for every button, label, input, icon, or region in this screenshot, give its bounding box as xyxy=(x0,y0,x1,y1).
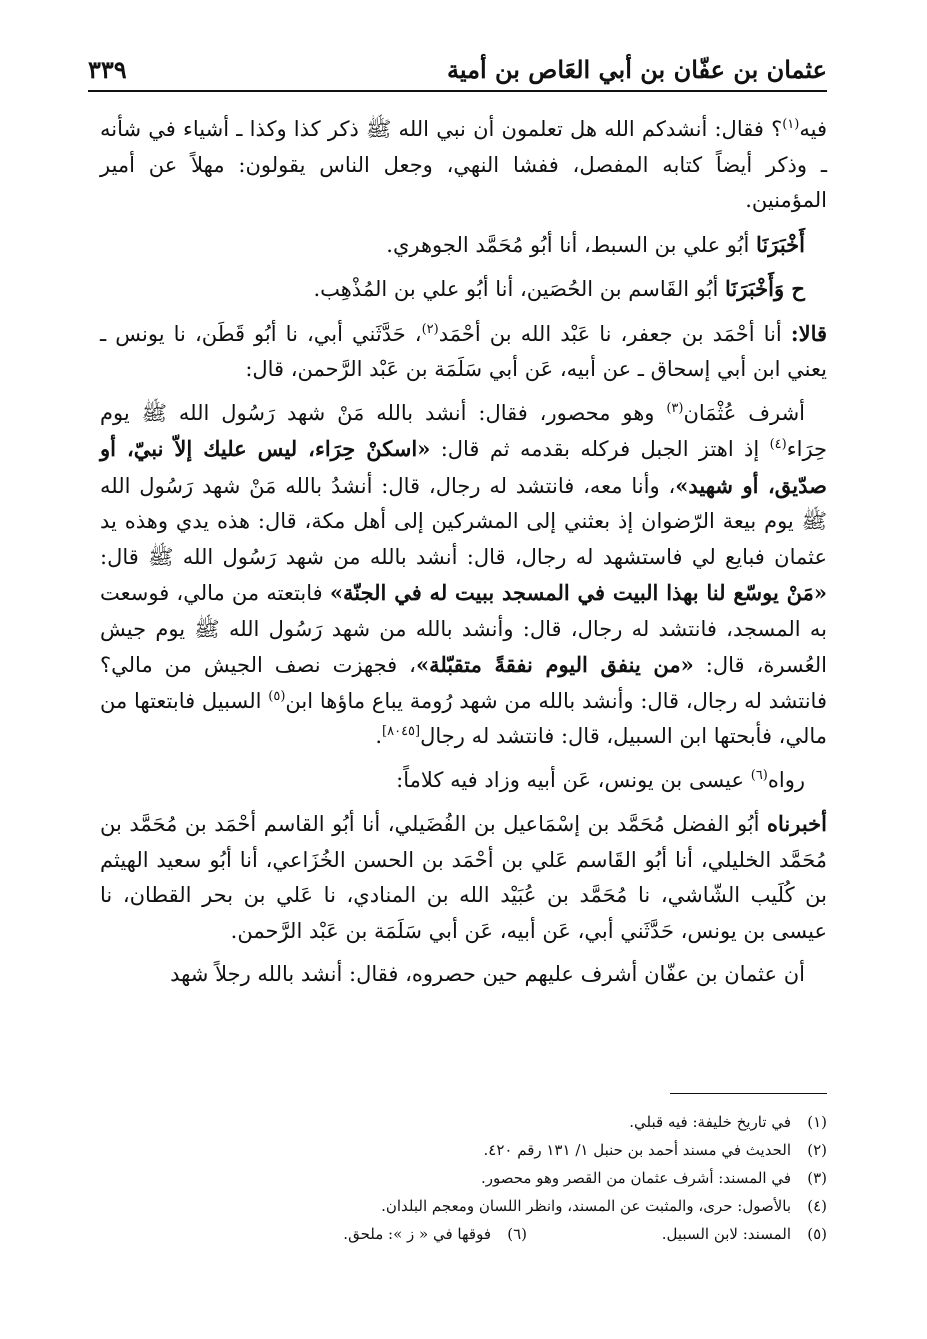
main-text xyxy=(100,112,827,1001)
header-rule xyxy=(88,90,827,92)
footnote-6 xyxy=(343,1220,527,1248)
footnote-marker: (١) xyxy=(782,117,800,132)
footnote-1 xyxy=(100,1108,827,1136)
footnote-text: فوقها في « ز »: ملحق. xyxy=(343,1225,491,1243)
footnote-number: (٤) xyxy=(807,1197,827,1215)
footnote-row xyxy=(100,1220,827,1248)
footnote-2 xyxy=(100,1136,827,1164)
paragraph-6: رواه$^{(٦)}$ عيسى بن يونس، عَن أبيه وزاد فيه كلاماً: xyxy=(396,767,805,792)
footnotes xyxy=(100,1108,827,1248)
running-title: عثمان بن عفّان بن أبي العَاص بن أمية xyxy=(447,54,827,84)
bold-text: «اسكنْ حِرَاء، ليس عليك إلاّ نبيّ، أو صدّيق، أو شهيد» xyxy=(100,436,827,498)
footnote-marker: (٣) xyxy=(666,400,684,416)
footnote-number: (٢) xyxy=(807,1141,827,1159)
footnote-marker: (٦) xyxy=(750,767,768,783)
footnote-text: في تاريخ خليفة: فيه قبلي. xyxy=(629,1113,791,1131)
footnote-marker: [٨٠٤٥] xyxy=(382,724,421,739)
footnote-text: المسند: لابن السبيل. xyxy=(661,1225,791,1243)
footnote-rule xyxy=(670,1093,827,1094)
footnote-3 xyxy=(100,1164,827,1192)
page-number: ٣٣٩ xyxy=(88,54,127,84)
bold-text: أَخْبَرَنَا xyxy=(756,231,805,257)
footnote-text: بالأصول: حرى، والمثبت عن المسند، وانظر اللسان ومعجم البلدان. xyxy=(381,1197,791,1215)
paragraph-3: ح وَأَخْبَرَنَا أبُو القَاسم بن الحُصَين، أنا أبُو علي بن المُذْهِب. xyxy=(313,276,805,301)
bold-text: قالا: xyxy=(790,320,828,346)
paragraph-7: أخبرناه أبُو الفضل مُحَمَّد بن إسْمَاعيل بن الفُضَيلي، أنا أبُو القاسم أحْمَد بن مُحَمَّد بن مُحَمَّد الخليلي، أنا أبُو القَاسم عَلي بن أحْمَد بن الحسن الخُزَاعي، أنا أبُو سعيد الهيثم بن كُلَيب الشّاشي، نا مُحَمَّد بن عُبَيْد الله بن المنادي، نا عَلي بن بحر القطان، نا عيسى بن يونس، حَدَّثَني أبي، عَن أبيه، عَن أبي سَلَمَة بن عَبْد الرَّحمن. xyxy=(100,811,827,943)
footnote-number: (٣) xyxy=(807,1169,827,1187)
footnote-5 xyxy=(527,1220,827,1248)
footnote-number: (٦) xyxy=(507,1225,527,1243)
footnote-text: الحديث في مسند أحمد بن حنبل ١/ ١٣١ رقم ٤٢٠. xyxy=(483,1141,791,1159)
footnote-marker: (٥) xyxy=(268,688,286,704)
footnote-number: (١) xyxy=(807,1113,827,1131)
paragraph-5: أشرف عُثْمَان$^{(٣)}$ وهو محصور، فقال: أنشد بالله مَنْ شهد رَسُول الله ﷺ يوم حِرَاء$^{(٤)}$ إذ اهتز الجبل فركله بقدمه ثم قال: «اسكنْ حِرَاء، ليس عليك إلاّ نبيّ، أو صدّيق، أو شهيد»، وأنا معه، فانتشد له رجال، قال: أنشدُ بالله مَنْ شهد رَسُول الله ﷺ يوم بيعة الرّضوان إذ بعثني إلى المشركين إلى أهل مكة، قال: هذه يدي وهذه يد عثمان فبايع لي فاستشهد له رجال، قال: أنشد بالله من شهد رَسُول الله ﷺ قال: «مَنْ يوسّع لنا بهذا البيت في المسجد ببيت له في الجنّة» فابتعته من مالي، فوسعت به المسجد، فانتشد له رجال، قال: وأنشد بالله من شهد رَسُول الله ﷺ يوم جيش العُسرة، قال: «من ينفق اليوم نفقةً متقبّلة»، فجهزت نصف الجيش من مالي؟ فانتشد له رجال، قال: وأنشد بالله من شهد رُومة يباع ماؤها ابن$^{(٥)}$ السبيل فابتعتها من مالي، فأبحتها ابن السبيل، قال: فانتشد له رجال[٨٠٤٥]. xyxy=(100,400,828,748)
footnote-marker: (٤) xyxy=(769,437,787,452)
bold-text: أخبرناه xyxy=(767,811,827,836)
footnote-text: في المسند: أشرف عثمان من القصر وهو محصور. xyxy=(480,1169,791,1187)
footnote-marker: (٢) xyxy=(421,321,439,337)
footnote-number: (٥) xyxy=(807,1225,827,1243)
paragraph-4: قالا: أنا أحْمَد بن جعفر، نا عَبْد الله بن أحْمَد$^{(٢)}$، حَدَّثَني أبي، نا أبُو قَطَن، نا يونس ـ يعني ابن أبي إسحاق ـ عن أبيه، عَن أبي سَلَمَة بن عَبْد الرَّحمن، قال: xyxy=(100,320,828,381)
paragraph-1: فيه$^{(١)}$؟ فقال: أنشدكم الله هل تعلمون أن نبي الله ﷺ ذكر كذا وكذا ـ أشياء في شأنه ـ وذكر أيضاً كتابه المفصل، ففشا النهي، وجعل الناس يقولون: مهلاً عن أمير المؤمنين. xyxy=(100,117,827,212)
paragraph-2: أَخْبَرَنَا أبُو علي بن السبط، أنا أبُو مُحَمَّد الجوهري. xyxy=(386,231,805,257)
bold-text: ح وَأَخْبَرَنَا xyxy=(725,276,805,301)
running-header xyxy=(88,50,827,88)
footnote-4 xyxy=(100,1192,827,1220)
paragraph-8: أن عثمان بن عفّان أشرف عليهم حين حصروه، فقال: أنشد بالله رجلاً شهد xyxy=(170,962,805,986)
bold-text: «مَنْ يوسّع لنا بهذا البيت في المسجد ببيت له في الجنّة» xyxy=(329,580,827,605)
bold-text: «من ينفق اليوم نفقةً متقبّلة» xyxy=(415,652,694,677)
